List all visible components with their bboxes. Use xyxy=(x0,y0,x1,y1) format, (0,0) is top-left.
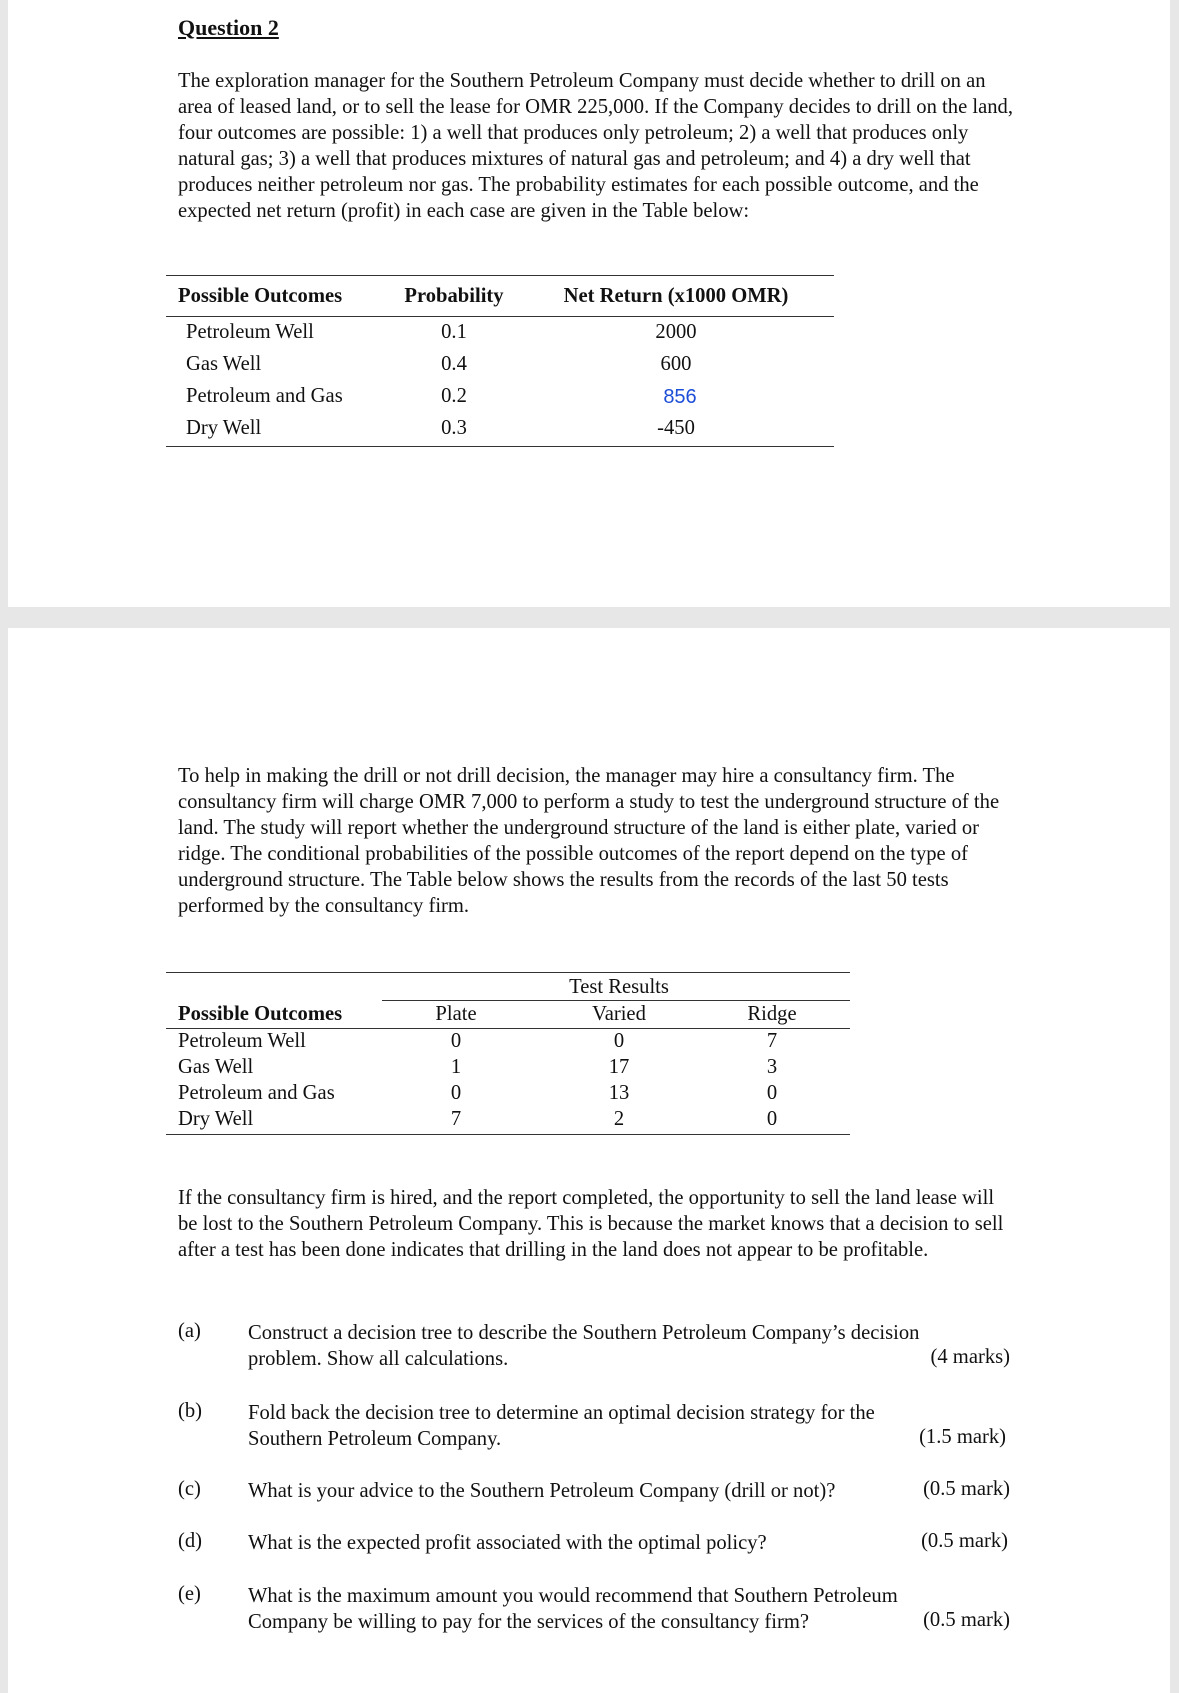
question-text: What is the expected profit associated with the optimal policy? xyxy=(248,1532,767,1554)
table-cell-net-return-highlighted: 856 xyxy=(663,386,697,408)
table-cell-net-return: 2000 xyxy=(655,321,697,343)
table-cell-probability: 0.3 xyxy=(441,417,467,439)
question-marks: (4 marks) xyxy=(930,1346,1010,1368)
question-label: (a) xyxy=(178,1320,201,1342)
table-cell-outcome: Petroleum Well xyxy=(186,321,314,343)
table-cell-outcome: Dry Well xyxy=(186,417,262,439)
table-header-probability: Probability xyxy=(404,285,504,307)
table-header-rule xyxy=(166,316,834,317)
document-page-1 xyxy=(8,0,1170,607)
table-top-rule xyxy=(166,972,850,973)
table-cell-plate: 0 xyxy=(450,1030,462,1052)
table-header-outcomes: Possible Outcomes xyxy=(178,1003,343,1025)
table-cell-outcome: Dry Well xyxy=(178,1108,254,1130)
consultancy-paragraph: To help in making the drill or not drill decision, the manager may hire a consultancy firm. The consultancy firm will charge OMR 7,000 to perform a study to test the underground structure of the land. The study will report whether the underground structure of the land is either plate, varied or ridge. The conditional probabilities of the possible outcomes of the report depend on the type of underground structure. The Table below shows the results from the records of the last 50 tests performed by the consultancy firm. xyxy=(178,765,1000,917)
table-cell-net-return: 600 xyxy=(660,353,692,375)
table-cell-outcome: Gas Well xyxy=(178,1056,254,1078)
question-marks: (0.5 mark) xyxy=(923,1609,1010,1631)
question-marks: (0.5 mark) xyxy=(923,1478,1010,1500)
table-cell-ridge: 0 xyxy=(766,1082,778,1104)
question-marks: (1.5 mark) xyxy=(919,1426,1006,1448)
table-cell-plate: 7 xyxy=(450,1108,462,1130)
question-text: What is your advice to the Southern Petroleum Company (drill or not)? xyxy=(248,1480,836,1502)
table-header-ridge: Ridge xyxy=(747,1003,797,1025)
question-label: (d) xyxy=(178,1530,203,1552)
table-header-varied: Varied xyxy=(592,1003,646,1025)
question-label: (c) xyxy=(178,1478,201,1500)
question-marks: (0.5 mark) xyxy=(921,1530,1008,1552)
table-top-rule xyxy=(166,275,834,276)
question-text: Construct a decision tree to describe the Southern Petroleum Company’s decision problem. Show all calculations. xyxy=(248,1322,920,1370)
table-cell-outcome: Petroleum Well xyxy=(178,1030,306,1052)
question-text: Fold back the decision tree to determine an optimal decision strategy for the Southern Petroleum Company. xyxy=(248,1402,875,1450)
table-cell-varied: 2 xyxy=(613,1108,625,1130)
table-cell-probability: 0.1 xyxy=(441,321,467,343)
table-header-net-return: Net Return (x1000 OMR) xyxy=(563,285,789,307)
table-cell-varied: 17 xyxy=(608,1056,630,1078)
question-title: Question 2 xyxy=(178,15,279,40)
table-header-rule xyxy=(166,1028,850,1029)
table-cell-plate: 1 xyxy=(450,1056,462,1078)
table-cell-probability: 0.4 xyxy=(441,353,467,375)
table-group-header: Test Results xyxy=(569,976,669,998)
table-cell-varied: 13 xyxy=(608,1082,630,1104)
table-header-plate: Plate xyxy=(435,1003,477,1025)
table-group-rule xyxy=(382,1000,850,1001)
document-page-2 xyxy=(8,628,1170,1693)
question-text: What is the maximum amount you would recommend that Southern Petroleum Company be willing to pay for the services of the consultancy firm? xyxy=(248,1585,898,1633)
table-cell-probability: 0.2 xyxy=(441,385,467,407)
table-cell-ridge: 7 xyxy=(766,1030,778,1052)
table-cell-ridge: 0 xyxy=(766,1108,778,1130)
table-bottom-rule xyxy=(166,446,834,447)
table-cell-plate: 0 xyxy=(450,1082,462,1104)
table-header-outcomes: Possible Outcomes xyxy=(178,285,343,307)
table-bottom-rule xyxy=(166,1134,850,1135)
table-cell-outcome: Petroleum and Gas xyxy=(186,385,343,407)
table-cell-net-return: -450 xyxy=(657,417,695,439)
table-cell-ridge: 3 xyxy=(766,1056,778,1078)
intro-paragraph: The exploration manager for the Southern Petroleum Company must decide whether to drill on an area of leased land, or to sell the lease for OMR 225,000. If the Company decides to drill on the land, four outcomes are possible: 1) a well that produces only petroleum; 2) a well that produces only natural gas; 3) a well that produces mixtures of natural gas and petroleum; and 4) a dry well that produces neither petroleum nor gas. The probability estimates for each possible outcome, and the expected net return (profit) in each case are given in the Table below: xyxy=(178,70,1013,222)
table-cell-outcome: Gas Well xyxy=(186,353,262,375)
table-cell-outcome: Petroleum and Gas xyxy=(178,1082,335,1104)
table-cell-varied: 0 xyxy=(613,1030,625,1052)
question-label: (e) xyxy=(178,1583,201,1605)
lease-paragraph: If the consultancy firm is hired, and the report completed, the opportunity to sell the land lease will be lost to the Southern Petroleum Company. This is because the market knows that a decision to sell after a test has been done indicates that drilling in the land does not appear to be profitable. xyxy=(178,1187,1004,1261)
question-label: (b) xyxy=(178,1400,203,1422)
